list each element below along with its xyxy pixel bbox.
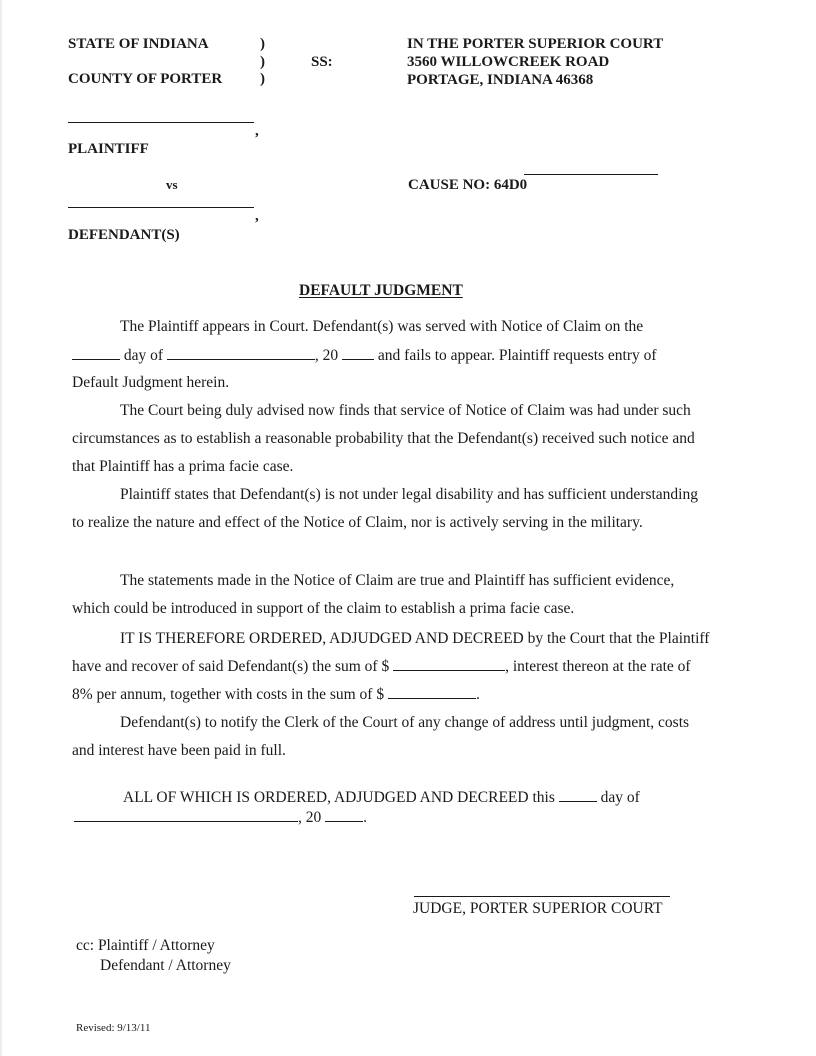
court-name: IN THE PORTER SUPERIOR COURT — [407, 36, 664, 52]
order-month-blank[interactable] — [74, 808, 298, 822]
paragraph-3: Plaintiff states that Defendant(s) is not under legal disability and has sufficient understanding to realize the nature and effect of the Notice of Claim, nor is actively serving in the military. — [72, 486, 698, 531]
defendant-comma: , — [255, 208, 259, 224]
revised-date: Revised: 9/13/11 — [76, 1022, 151, 1034]
scan-edge — [0, 0, 3, 1056]
document-title: DEFAULT JUDGMENT — [299, 282, 463, 299]
order-day-blank[interactable] — [559, 788, 597, 802]
p1-fails: and fails to appear. Plaintiff requests entry of — [377, 347, 657, 364]
paragraph-4: The statements made in the Notice of Claim are true and Plaintiff has sufficient evidence, which could be introduced in support of the claim to establish a prima facie case. — [72, 572, 675, 617]
defendant-name-line[interactable] — [68, 207, 254, 208]
day-blank[interactable] — [72, 346, 120, 360]
judge-signature-line[interactable] — [414, 896, 670, 897]
p1-year-prefix: , 20 — [314, 347, 339, 364]
p7-year-prefix: , 20 — [298, 809, 322, 826]
cause-number-field[interactable] — [524, 174, 658, 175]
p7-text-a: ALL OF WHICH IS ORDERED, ADJUDGED AND DECREED this — [123, 789, 555, 806]
p1-line3: Default Judgment herein. — [72, 374, 230, 391]
plaintiff-label: PLAINTIFF — [68, 141, 149, 157]
paragraph-2: The Court being duly advised now finds that service of Notice of Claim was had under such circumstances as to establish a reasonable probability that the Defendant(s) received such notice and that Plaintiff has a prima facie case. — [72, 402, 695, 475]
costs-blank[interactable] — [388, 685, 476, 699]
p7-period: . — [363, 809, 367, 826]
paren-3: ) — [260, 71, 265, 87]
p1-line2 — [72, 346, 657, 365]
cc-line-2: Defendant / Attorney — [100, 957, 231, 974]
paragraph-5 — [72, 625, 712, 709]
p1-day-of: day of — [123, 347, 164, 364]
paren-1: ) — [260, 36, 265, 52]
county-label: COUNTY OF PORTER — [68, 71, 223, 87]
cc-line-1: cc: Plaintiff / Attorney — [76, 937, 215, 954]
p1-line1: The Plaintiff appears in Court. Defendant(s) was served with Notice of Claim on the — [120, 318, 644, 335]
paragraph-6: Defendant(s) to notify the Clerk of the Court of any change of address until judgment, costs and interest have been paid in full. — [72, 714, 690, 759]
state-label: STATE OF INDIANA — [68, 36, 209, 52]
ss-label: SS: — [311, 54, 333, 70]
order-year-blank[interactable] — [325, 808, 363, 822]
p7-line2 — [74, 808, 367, 827]
paren-2: ) — [260, 54, 265, 70]
p5-text-b: , interest thereon at the rate of 8% per annum, together with costs in the sum of $ — [72, 658, 691, 703]
judge-label: JUDGE, PORTER SUPERIOR COURT — [413, 900, 663, 917]
court-city: PORTAGE, INDIANA 46368 — [407, 72, 594, 88]
defendant-label: DEFENDANT(S) — [68, 227, 180, 243]
p5-text-a: IT IS THEREFORE ORDERED, ADJUDGED AND DECREED by the Court that the Plaintiff have and recover of said Defendant(s) the sum of $ — [72, 630, 710, 675]
plaintiff-comma: , — [255, 123, 259, 139]
p5-text-c: . — [475, 686, 480, 703]
p7-line1 — [123, 788, 640, 807]
month-blank[interactable] — [167, 346, 315, 360]
sum-blank[interactable] — [393, 657, 505, 671]
year-blank[interactable] — [342, 346, 374, 360]
p7-day-of: day of — [600, 789, 640, 806]
court-street: 3560 WILLOWCREEK ROAD — [407, 54, 610, 70]
vs-label: vs — [166, 177, 178, 192]
plaintiff-name-line[interactable] — [68, 122, 254, 123]
cause-number-label: CAUSE NO: 64D0 — [408, 177, 528, 193]
